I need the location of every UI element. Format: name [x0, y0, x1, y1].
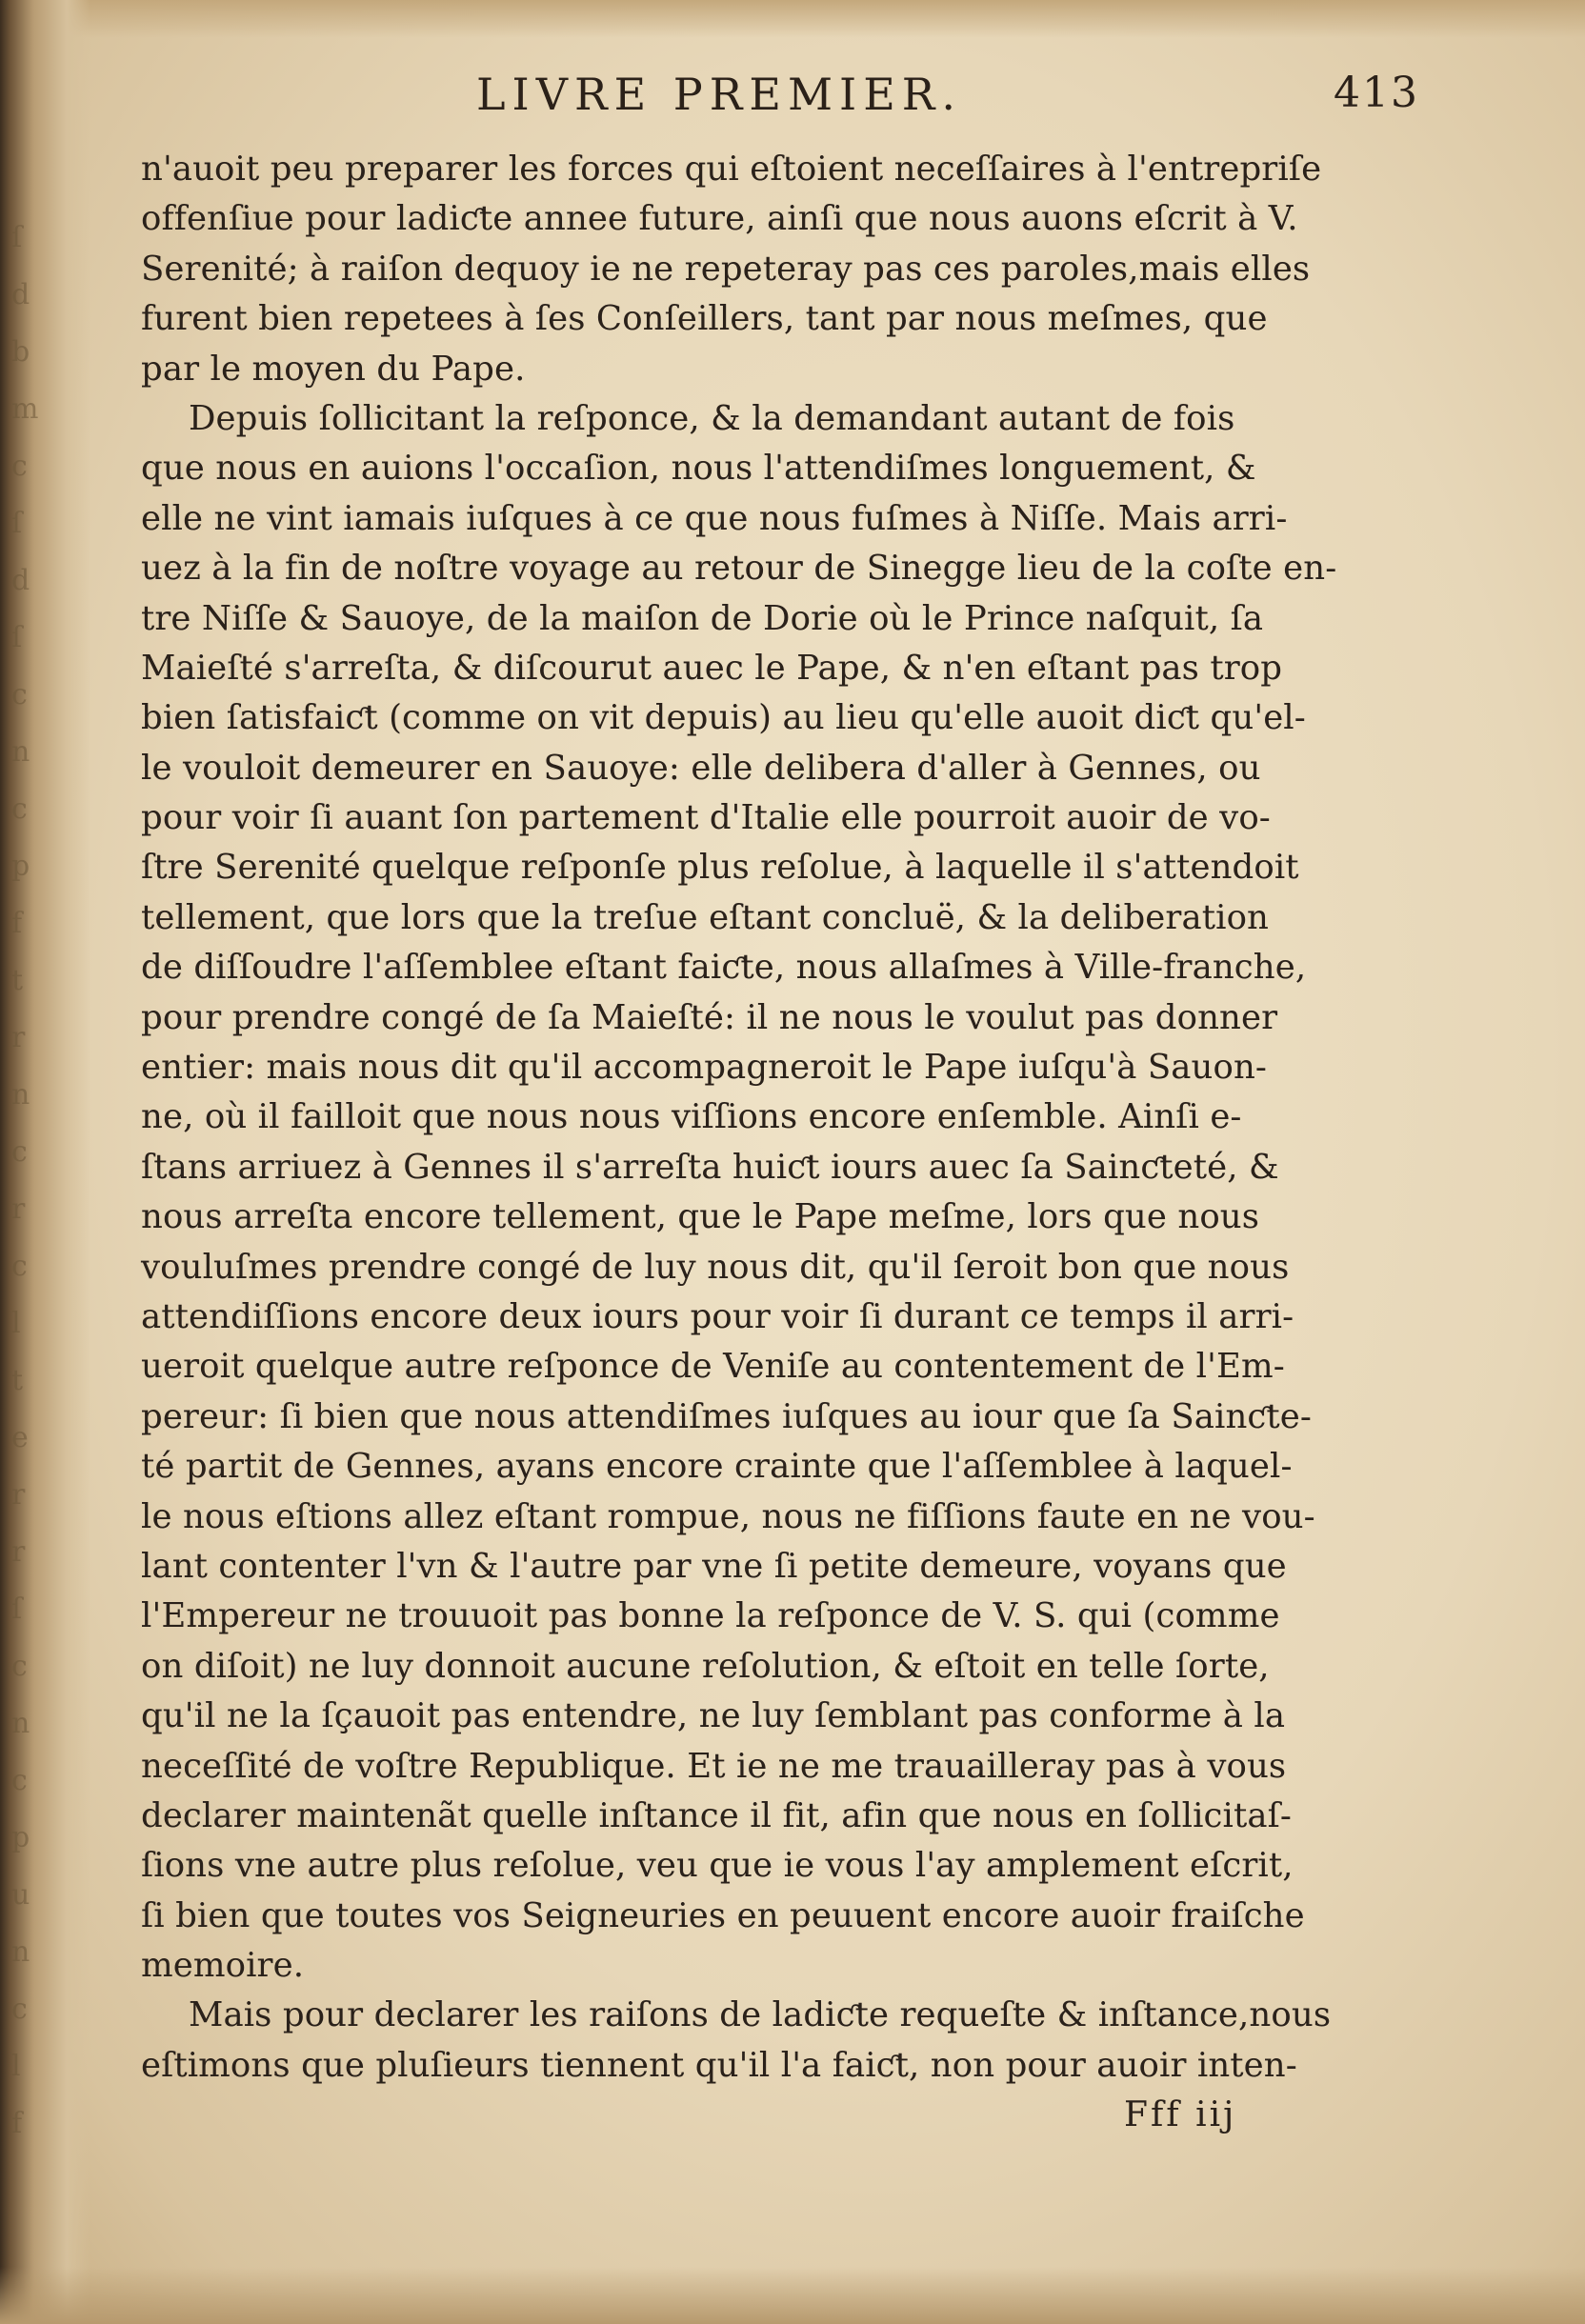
text-line: attendiſſions encore deux iours pour voir ſi durant ce temps il arri- — [141, 1296, 1294, 1336]
text-line: de diſſoudre l'aſſemblee eſtant faiƈte, nous allaſmes à Ville-franche, — [141, 948, 1307, 988]
text-line: par le moyen du Pape. — [141, 349, 526, 389]
text-line: ſi bien que toutes vos Seigneuries en peuuent encore auoir fraiſche — [141, 1895, 1305, 1935]
bleed-through-margin: ſ d b m c ſ d ſ c n c p f t r n c r c l t e r r ſ c n c p u n c l f — [11, 221, 39, 2140]
text-line: nous arreſta encore tellement, que le Pape meſme, lors que nous — [141, 1197, 1260, 1237]
text-line: declarer maintenãt quelle inſtance il fit, afin que nous en ſollicitaſ- — [141, 1795, 1292, 1835]
page-number: 413 — [1334, 69, 1419, 117]
text-line: té partit de Gennes, ayans encore crainte que l'aſſemblee à laquel- — [141, 1447, 1293, 1487]
text-line: on diſoit) ne luy donnoit aucune reſolution, & eſtoit en telle ſorte, — [141, 1646, 1270, 1686]
text-line: ueroit quelque autre reſponce de Veniſe au contentement de l'Em- — [141, 1347, 1285, 1387]
paragraph-start-line: Mais pour declarer les raiſons de ladiƈte requeſte & inſtance,nous — [189, 1995, 1332, 2035]
text-line: l'Empereur ne trouuoit pas bonne la reſponce de V. S. qui (comme — [141, 1596, 1280, 1636]
text-line: lant contenter l'vn & l'autre par vne ſi petite demeure, voyans que — [141, 1546, 1287, 1586]
text-line: pereur: ſi bien que nous attendiſmes iuſques au iour que ſa Sainƈte- — [141, 1396, 1312, 1436]
text-line: bien ſatisfaiƈt (comme on vit depuis) au lieu qu'elle auoit diƈt qu'el- — [141, 698, 1306, 738]
signature-mark: Fff iij — [1124, 2095, 1237, 2134]
running-head: LIVRE PREMIER. — [476, 69, 963, 120]
text-line: entier: mais nous dit qu'il accompagneroit le Pape iuſqu'à Sauon- — [141, 1048, 1268, 1088]
text-line: pour prendre congé de ſa Maieſté: il ne nous le voulut pas donner — [141, 997, 1278, 1037]
text-line: vouluſmes prendre congé de luy nous dit, qu'il ſeroit bon que nous — [141, 1247, 1290, 1287]
text-line: n'auoit peu preparer les forces qui eſtoient neceſſaires à l'entrepriſe — [141, 150, 1322, 189]
binding-gutter — [0, 0, 90, 2324]
text-line: tre Niſſe & Sauoye, de la maiſon de Dorie où le Prince naſquit, ſa — [141, 598, 1264, 638]
text-line: que nous en auions l'occaſion, nous l'attendiſmes longuement, & — [141, 449, 1256, 489]
text-line: offenſiue pour ladiƈte annee future, ainſi que nous auons eſcrit à V. — [141, 199, 1298, 239]
text-line: Serenité; à raiſon dequoy ie ne repeteray pas ces paroles,mais elles — [141, 249, 1311, 289]
page-header — [476, 69, 1429, 135]
paragraph-start-line: Depuis ſollicitant la reſponce, & la demandant autant de fois — [189, 398, 1235, 438]
text-line: ſtans arriuez à Gennes il s'arreſta huiƈt iours auec ſa Sainƈteté, & — [141, 1147, 1279, 1187]
text-line: tellement, que lors que la treſue eſtant concluë, & la deliberation — [141, 897, 1270, 937]
text-line: qu'il ne la ſçauoit pas entendre, ne luy ſemblant pas conforme à la — [141, 1696, 1286, 1736]
text-line: ſions vne autre plus reſolue, veu que ie vous l'ay amplement eſcrit, — [141, 1846, 1294, 1886]
text-line: uez à la fin de noſtre voyage au retour de Sinegge lieu de la coſte en- — [141, 549, 1337, 589]
text-line: ſtre Serenité quelque reſponſe plus reſolue, à laquelle il s'attendoit — [141, 848, 1299, 888]
text-line: neceſſité de voſtre Republique. Et ie ne me trauailleray pas à vous — [141, 1746, 1287, 1786]
page-top-edge — [0, 0, 1585, 38]
text-line: pour voir ſi auant ſon partement d'Italie elle pourroit auoir de vo- — [141, 798, 1271, 838]
page-bottom-edge — [0, 2267, 1585, 2324]
text-line: memoire. — [141, 1946, 305, 1986]
text-line: elle ne vint iamais iuſques à ce que nous fuſmes à Niſſe. Mais arri- — [141, 498, 1288, 538]
text-line: Maieſté s'arreſta, & diſcourut auec le Pape, & n'en eſtant pas trop — [141, 648, 1283, 688]
body-text — [141, 145, 1408, 2091]
text-line: eſtimons que pluſieurs tiennent qu'il l'a faiƈt, non pour auoir inten- — [141, 2045, 1297, 2085]
text-line: le vouloit demeurer en Sauoye: elle delibera d'aller à Gennes, ou — [141, 748, 1261, 788]
text-line: ne, où il failloit que nous nous viſſions encore enſemble. Ainſi e- — [141, 1097, 1242, 1137]
text-line: le nous eſtions allez eſtant rompue, nous ne fiſſions faute en ne vou- — [141, 1496, 1315, 1536]
text-line: furent bien repetees à ſes Conſeillers, tant par nous meſmes, que — [141, 299, 1268, 339]
